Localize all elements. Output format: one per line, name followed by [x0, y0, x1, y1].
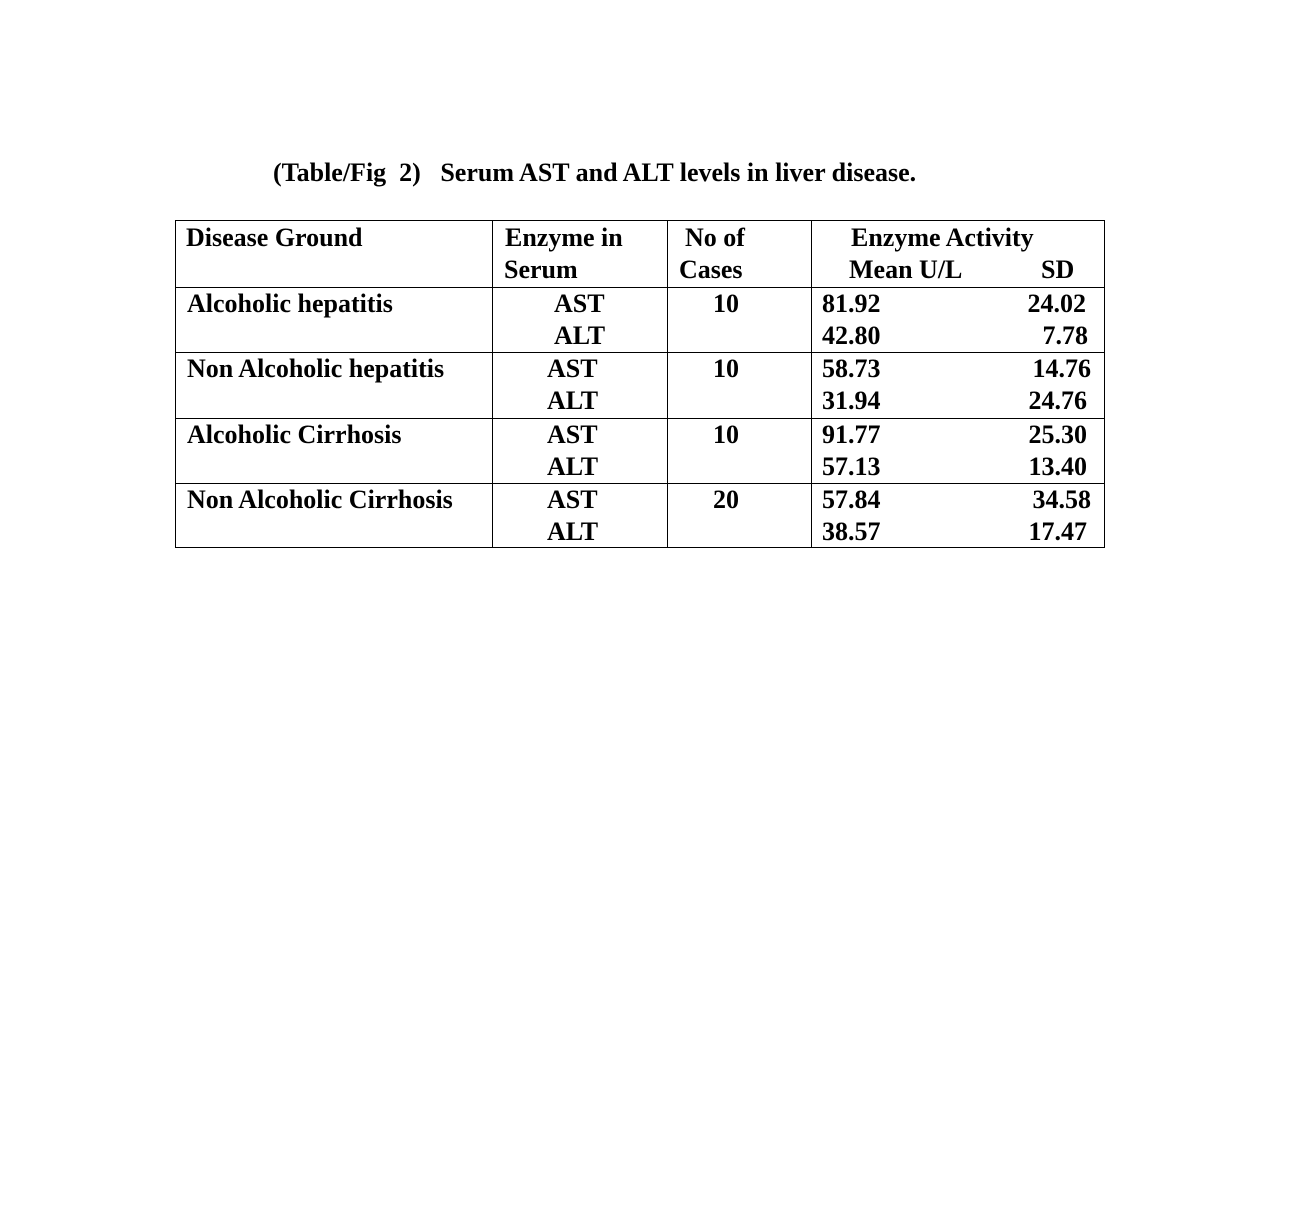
row-enzyme-ast: AST — [554, 289, 605, 318]
row-sd-alt: 17.47 — [1028, 517, 1087, 546]
row-disease: Alcoholic Cirrhosis — [187, 420, 402, 449]
row-sd-ast: 24.02 — [1027, 289, 1086, 318]
row-enzyme-alt: ALT — [554, 321, 606, 350]
header-sd: SD — [1041, 255, 1075, 284]
column-divider — [492, 221, 493, 547]
data-table — [175, 220, 1105, 548]
row-mean-alt: 57.13 — [822, 452, 881, 481]
header-cases-line2: Cases — [679, 255, 743, 284]
row-cases: 10 — [713, 420, 739, 449]
row-mean-ast: 81.92 — [822, 289, 881, 318]
row-enzyme-alt: ALT — [547, 386, 599, 415]
header-enzyme-line2: Serum — [504, 255, 578, 284]
row-sd-ast: 34.58 — [1032, 485, 1091, 514]
row-cases: 20 — [713, 485, 739, 514]
column-divider — [811, 221, 812, 547]
row-mean-ast: 91.77 — [822, 420, 881, 449]
row-cases: 10 — [713, 289, 739, 318]
row-sd-alt: 7.78 — [1042, 321, 1088, 350]
row-sd-alt: 24.76 — [1028, 386, 1087, 415]
row-mean-ast: 57.84 — [822, 485, 881, 514]
header-mean: Mean U/L — [849, 255, 963, 284]
row-cases: 10 — [713, 354, 739, 383]
header-enzyme-line1: Enzyme in — [505, 223, 623, 252]
header-cases-line1: No of — [685, 223, 745, 252]
row-disease: Alcoholic hepatitis — [187, 289, 393, 318]
caption-title: Serum AST and ALT levels in liver disease. — [440, 158, 917, 187]
row-enzyme-ast: AST — [547, 354, 598, 383]
row-sd-ast: 14.76 — [1032, 354, 1091, 383]
table-caption — [273, 156, 916, 190]
row-disease: Non Alcoholic hepatitis — [187, 354, 445, 383]
row-sd-ast: 25.30 — [1028, 420, 1087, 449]
row-disease: Non Alcoholic Cirrhosis — [187, 485, 453, 514]
row-mean-ast: 58.73 — [822, 354, 881, 383]
row-enzyme-ast: AST — [547, 485, 598, 514]
column-divider — [667, 221, 668, 547]
caption-label: (Table/Fig 2) — [273, 158, 421, 187]
row-mean-alt: 42.80 — [822, 321, 881, 350]
header-enzyme-activity: Enzyme Activity — [851, 223, 1034, 252]
row-mean-alt: 31.94 — [822, 386, 881, 415]
row-sd-alt: 13.40 — [1028, 452, 1087, 481]
row-mean-alt: 38.57 — [822, 517, 881, 546]
row-enzyme-alt: ALT — [547, 452, 599, 481]
row-enzyme-alt: ALT — [547, 517, 599, 546]
header-disease-ground: Disease Ground — [186, 223, 363, 252]
row-enzyme-ast: AST — [547, 420, 598, 449]
